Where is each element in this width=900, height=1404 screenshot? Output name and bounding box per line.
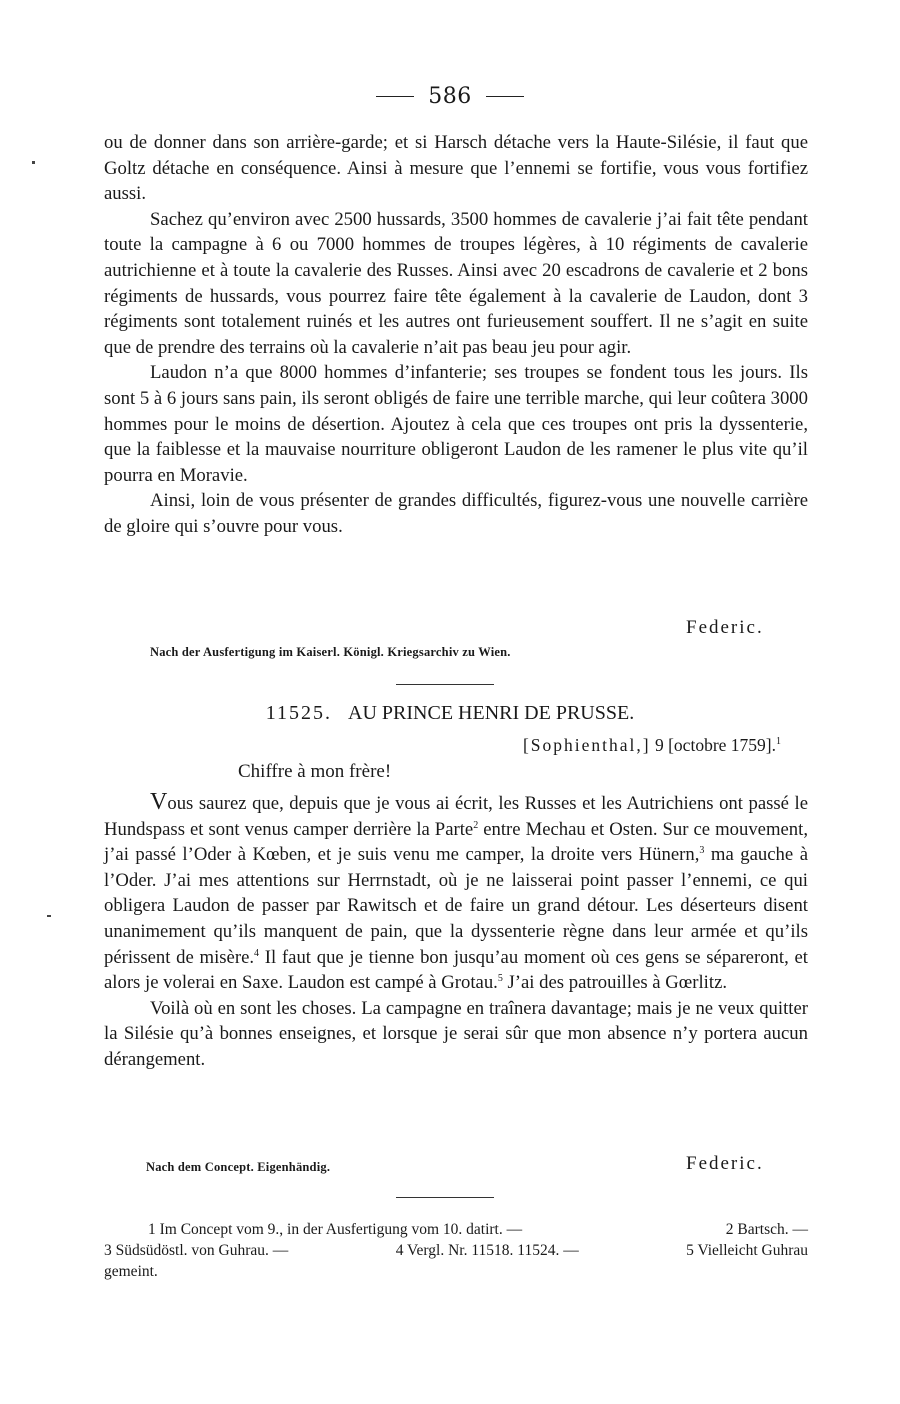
source-note: Nach der Ausfertigung im Kaiserl. Königl. Kriegsarchiv zu Wien. [150,645,511,659]
source-note: Nach dem Concept. Eigenhändig. [146,1160,331,1174]
footnote-line [104,1219,808,1240]
paragraph: Laudon n’a que 8000 hommes d’infanterie; ses troupes se fondent tous les jours. Ils sont 5 à 6 jours sans pain, ils seront obligés de faire une terrible marche, qui leur coûtera 3000 hommes pour le moins de désertion. Ajoutez à cela que ces troupes ont pris la dyssenterie, que la faiblesse et la mauvaise nourriture obligeront Laudon de les ramener le plus vite qu’il pourra en Moravie. [104,362,808,486]
letter-number: 11525. [265,702,333,724]
paragraph: ou de donner dans son arrière-garde; et si Harsch détache vers la Haute-Silésie, il faut que Goltz détache en conséquence. Ainsi à mesure que l’ennemi se fortifie, vous vous fortifiez aussi. [104,132,808,205]
paragraph: Voilà où en sont les choses. La campagne en traînera davantage; mais je ne veux quitter la Silésie qu’à bonnes enseignes, et lorsque je serai sûr que mon absence n’y portera aucun dérangement. [104,997,808,1070]
paragraph [104,790,808,996]
footnote-ref: 2 [473,819,479,831]
footnote-ref: 5 [497,972,503,984]
letter-body [104,790,808,1073]
footnotes [104,1219,808,1282]
footnote-line [104,1261,808,1282]
header-rule-right [486,96,524,97]
footnote-text: gemeint. [104,1263,158,1280]
footnote-text: 2 Bartsch. — [725,1221,808,1238]
paragraph: Sachez qu’environ avec 2500 hussards, 3500 hommes de cavalerie j’ai fait tête pendant toute la campagne à 6 ou 7000 hommes de troupes légères, à 10 régiments de cavalerie autrichienne et à toute la cavalerie des Russes. Ainsi avec 20 escadrons de cavalerie et 2 bons régiments de hussards, vous pourrez faire tête également à la cavalerie de Laudon, dont 3 régiments sont totalement ruinés et les autres ont furieusement souffert. Il ne s’agit en suite que de prendre des terrains où la cavalerie n’ait pas beau jeu pour agir. [104,208,808,358]
page-header [0,84,900,109]
footnote-line [104,1240,808,1261]
margin-speck [47,915,51,917]
signature: Federic. [686,617,764,638]
date-place: [Sophienthal,] [522,735,651,755]
page-number: 586 [428,84,472,109]
footnote-separator [396,1197,494,1198]
section-separator [396,684,494,685]
footnote-text: 3 Südsüdöstl. von Guhrau. — [104,1242,289,1259]
text-run: J’ai des patrouilles à Gœrlitz. [502,972,728,994]
text-run: entre Mechau et Osten. Sur ce mouvement, j’ai passé l’Oder à Kœben, et je suis venu me camper, la droite vers Hünern, [104,818,808,866]
letter-heading [0,702,900,725]
chiffre-line: Chiffre à mon frère! [238,761,392,782]
date-text: 9 [octobre 1759]. [650,735,776,755]
letter-title: AU PRINCE HENRI DE PRUSSE. [348,702,635,724]
text-run: ous saurez que, depuis que je vous ai écrit, les Russes et les Autrichiens ont passé le Hundspass et sont venus camper derrière la Parte [104,793,808,840]
footnote-ref: 1 [776,736,781,748]
letter-date [523,735,781,756]
text-run: Il faut que je tienne bon jusqu’au moment où ces gens se sépareront, et alors je volerai en Saxe. Laudon est campé à Grotau. [104,946,808,994]
footnote-ref: 3 [699,844,705,856]
text-run: ma gauche à l’Oder. J’ai mes attentions sur Herrnstadt, où je ne laisserai point passer l’ennemi, ce qui obligera Laudon de passer par Rawitsch et de faire un grand détour. Les déserteurs disent unanimement qu’ils manquent de pain, que la dyssenterie règne dans leur armée et qu’ils périssent de misère. [104,844,808,968]
footnote-ref: 4 [254,947,260,959]
paragraph: Ainsi, loin de vous présenter de grandes difficultés, figurez-vous une nouvelle carrière de gloire qui s’ouvre pour vous. [104,490,808,537]
header-rule-left [376,96,414,97]
footnote-text: 1 Im Concept vom 9., in der Ausfertigung vom 10. datirt. — [148,1221,523,1238]
initial-letter: V [150,789,168,815]
footnote-text: 5 Vielleicht Guhrau [686,1242,808,1259]
signature: Federic. [686,1153,764,1174]
letter-continuation [104,130,808,540]
footnote-text: 4 Vergl. Nr. 11518. 11524. — [395,1242,579,1259]
margin-speck [32,161,35,164]
